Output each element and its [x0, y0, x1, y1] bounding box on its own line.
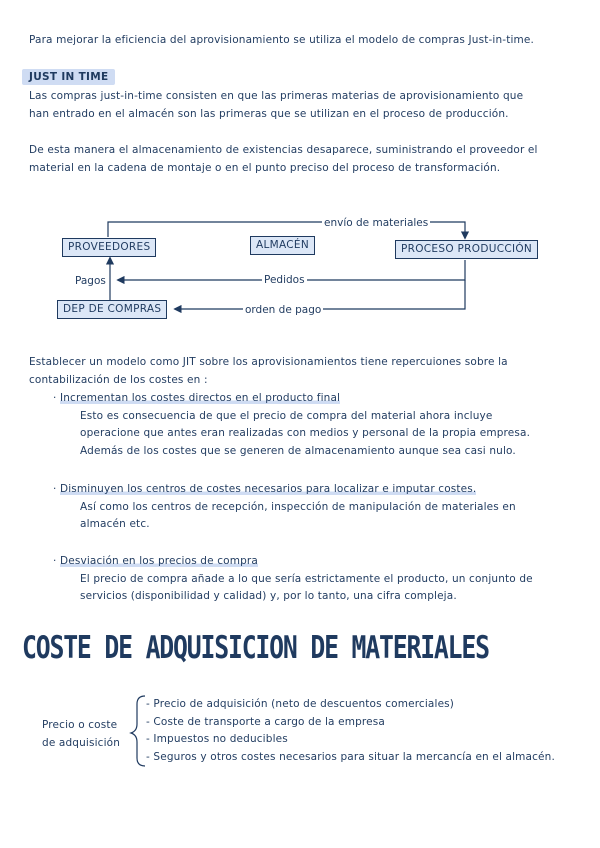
section-heading: COSTE DE ADQUISICION DE MATERIALES	[22, 630, 489, 666]
box-dep-compras: DEP DE COMPRAS	[57, 300, 167, 319]
list-item: - Coste de transporte a cargo de la empresa	[146, 715, 385, 728]
list-item: - Seguros y otros costes necesarios para situar la mercancía en el almacén.	[146, 750, 555, 763]
intro-text: Para mejorar la eficiencia del aprovisionamiento se utiliza el modelo de compras Just-in-time.	[29, 34, 535, 46]
text-line: Las compras just-in-time consisten en que las primeras materias de aprovisionamiento que	[29, 90, 524, 102]
item-title: · Incrementan los costes directos en el producto final	[53, 392, 341, 404]
list-item: - Precio de adquisición (neto de descuentos comerciales)	[146, 698, 455, 710]
text-line: contabilización de los costes en :	[29, 373, 208, 386]
box-proceso-produccion: PROCESO PRODUCCIÓN	[395, 240, 538, 259]
text-line: han entrado en el almacén son las primeras que se utilizan en el proceso de producción.	[29, 107, 509, 120]
text-line: servicios (disponibilidad y calidad) y, por lo tanto, una cifra compleja.	[80, 590, 457, 602]
label-pagos: Pagos	[75, 275, 106, 287]
list-item: - Impuestos no deducibles	[146, 733, 288, 745]
box-almacen: ALMACÉN	[250, 236, 315, 255]
adquisicion-list	[146, 696, 555, 766]
jit-tag: JUST IN TIME	[22, 69, 115, 85]
label-envio: envío de materiales	[324, 217, 429, 229]
text-line: Así como los centros de recepción, inspección de manipulación de materiales en	[80, 500, 516, 513]
label-orden-de-pago: orden de pago	[245, 304, 322, 316]
text-line: almacén etc.	[80, 518, 150, 530]
text-line: De esta manera el almacenamiento de existencias desaparece, suministrando el proveedor el	[29, 144, 538, 156]
item-title-text: Disminuyen los centros de costes necesarios para localizar e imputar costes.	[59, 483, 477, 495]
brace-path	[131, 696, 145, 766]
text-line: material en la cadena de montaje o en el punto preciso del proceso de transformación.	[29, 161, 501, 174]
box-proveedores: PROVEEDORES	[62, 238, 156, 257]
text-line: Establecer un modelo como JIT sobre los aprovisionamientos tiene repercuiones sobre la	[29, 356, 508, 368]
text-line: operacione que antes eran realizadas con medios y personal de la propia empresa.	[80, 427, 531, 439]
item-title: · Disminuyen los centros de costes necesarios para localizar e imputar costes.	[53, 483, 477, 495]
text-line: El precio de compra añade a lo que sería estrictamente el producto, un conjunto de	[80, 572, 533, 585]
item-title-text: Desviación en los precios de compra	[59, 555, 258, 567]
item-title-text: Incrementan los costes directos en el producto final	[59, 392, 341, 404]
text-line: Esto es consecuencia de que el precio de compra del material ahora incluye	[80, 409, 493, 422]
item-title: · Desviación en los precios de compra	[53, 555, 258, 567]
text-line: Precio o coste	[42, 719, 118, 731]
text-line: de adquisición	[42, 737, 121, 749]
text-line: Además de los costes que se generen de almacenamiento aunque sea casi nulo.	[80, 444, 516, 457]
label-pedidos: Pedidos	[264, 274, 305, 286]
